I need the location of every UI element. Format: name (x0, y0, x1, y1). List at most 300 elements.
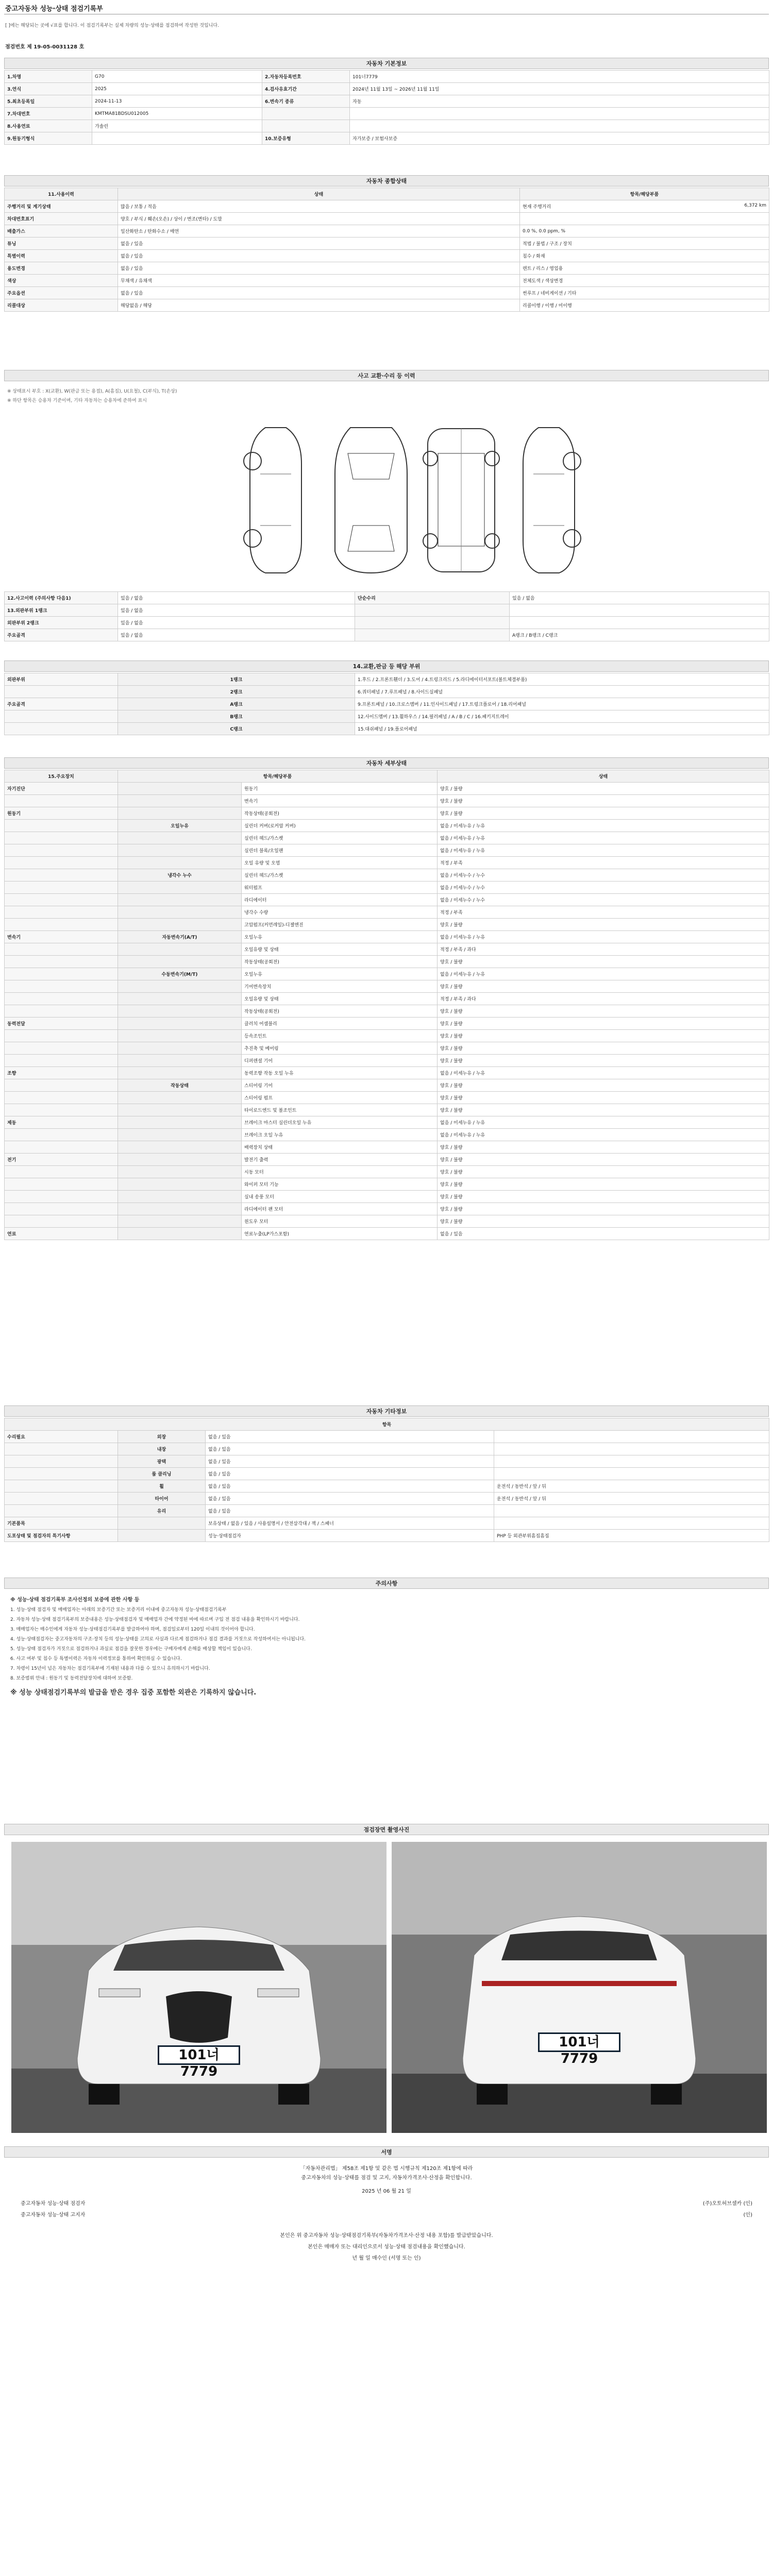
detail-item: 작동상태(공회전) (242, 956, 438, 968)
general-parts (520, 238, 769, 250)
accident-label: 12.사고이력 (주의사항 다음1) (5, 592, 118, 604)
detail-subgroup (118, 956, 242, 968)
legend-symbols: ※ 상태표시 부호 : X(교환), W(판금 또는 용접), A(흠집), U(요철), C(부식), T(손상) (7, 389, 177, 394)
detail-group (5, 832, 118, 844)
accident-label: 13.외판부위 1랭크 (5, 604, 118, 617)
table-row (5, 1129, 769, 1141)
table-row (5, 71, 769, 83)
basic-value: 가솔린 (92, 120, 262, 132)
other-info-table (4, 1418, 769, 1542)
buyer-sign: 년 월 일 매수인 (서명 또는 인) (352, 2256, 421, 2261)
table-row (5, 919, 769, 931)
detail-subgroup (118, 1178, 242, 1191)
other-group: 수리필요 (5, 1431, 118, 1443)
detail-condition: 적정 / 부족 / 과다 (438, 943, 769, 956)
table-row (5, 1215, 769, 1228)
confirm-line-2: 본인은 매매자 또는 대리인으로서 성능·상태 점검내용을 확인했습니다. (308, 2244, 465, 2250)
caution-notes (10, 1594, 763, 1699)
general-parts (520, 225, 769, 238)
table-row (5, 108, 769, 120)
detail-group (5, 1166, 118, 1178)
section-photos: 점검장면 촬영사진 (4, 1824, 769, 1835)
detail-item: 클러치 어셈블리 (242, 1018, 438, 1030)
other-state: 없음 / 있음 (206, 1505, 494, 1517)
table-row (5, 1191, 769, 1203)
frame-rank: A랭크 (118, 698, 355, 710)
table-row (5, 299, 769, 312)
general-parts (520, 262, 769, 275)
detail-condition: 없음 / 미세누수 / 누수 (438, 882, 769, 894)
basic-label: 3.연식 (5, 83, 92, 95)
detail-subgroup (118, 1005, 242, 1018)
caution-note: 8. 보증범위 안내 : 원동기 및 동력전달장치에 대하여 보증함. (10, 1676, 133, 1681)
detail-condition: 없음 / 미세누수 / 누수 (438, 869, 769, 882)
detail-item: 스티어링 펌프 (242, 1092, 438, 1104)
general-state: 없음 / 있음 (118, 287, 520, 299)
detail-condition: 양호 / 불량 (438, 1030, 769, 1042)
general-state: 많음 / 보통 / 적음 (118, 200, 520, 213)
detail-group (5, 919, 118, 931)
detail-condition: 양호 / 불량 (438, 1203, 769, 1215)
detail-group: 변속기 (5, 931, 118, 943)
table-row (5, 844, 769, 857)
other-group (5, 1480, 118, 1493)
accident-state: 있음 / 없음 (118, 629, 355, 641)
general-parts (520, 299, 769, 312)
table-row (5, 1067, 769, 1079)
detail-group (5, 956, 118, 968)
detail-subgroup (118, 882, 242, 894)
detail-item: 추진축 및 베어링 (242, 1042, 438, 1055)
detail-subgroup (118, 919, 242, 931)
table-row (5, 1141, 769, 1154)
basic-label: 8.사용연료 (5, 120, 92, 132)
other-item: 타이어 (118, 1493, 206, 1505)
detail-item: 오일유량 및 상태 (242, 993, 438, 1005)
table-row (5, 604, 769, 617)
basic-label-2 (262, 120, 350, 132)
detail-condition: 양호 / 불량 (438, 1166, 769, 1178)
detail-subgroup (118, 1228, 242, 1240)
detail-item: 라디에이터 팬 모터 (242, 1203, 438, 1215)
frame-table (4, 673, 769, 735)
other-extra (494, 1455, 769, 1468)
detail-condition: 적정 / 부족 / 과다 (438, 993, 769, 1005)
detail-item: 기어변속장치 (242, 980, 438, 993)
detail-group (5, 1191, 118, 1203)
other-item: 외장 (118, 1431, 206, 1443)
accident-state: 있음 / 없음 (118, 617, 355, 629)
table-row (5, 807, 769, 820)
detail-subgroup (118, 1166, 242, 1178)
accident-state-2 (510, 617, 769, 629)
table-row (5, 943, 769, 956)
detail-subgroup (118, 1030, 242, 1042)
detail-subgroup (118, 1042, 242, 1055)
inspector-label: 중고자동차 성능·상태 점검자 (21, 2201, 86, 2207)
table-row (5, 894, 769, 906)
detail-subgroup (118, 894, 242, 906)
other-state: 없음 / 있음 (206, 1443, 494, 1455)
detail-condition: 양호 / 불량 (438, 980, 769, 993)
detail-item: 원동기 (242, 783, 438, 795)
detail-subgroup (118, 807, 242, 820)
table-row (5, 993, 769, 1005)
table-row (5, 1018, 769, 1030)
table-row (5, 710, 769, 723)
basic-value-2: 자가보증 / 보험사보증 (350, 132, 769, 145)
table-row (5, 698, 769, 710)
general-state: 없음 / 있음 (118, 262, 520, 275)
sign-line-2: 중고자동차의 성능·상태를 점검 및 고지, 자동차가격조사·산정을 확인합니다. (301, 2175, 472, 2181)
table-row (5, 617, 769, 629)
table-row (5, 1079, 769, 1092)
accident-state: 있음 / 없음 (118, 592, 355, 604)
other-item: 휠 (118, 1480, 206, 1493)
basic-label-2: 10.보증유형 (262, 132, 350, 145)
section-replaced-parts: 14.교환,판금 등 해당 부위 (4, 660, 769, 672)
detail-subgroup (118, 943, 242, 956)
table-row (5, 262, 769, 275)
table-row (5, 1431, 769, 1443)
other-item (118, 1530, 206, 1542)
frame-rank: 1랭크 (118, 673, 355, 686)
detail-item: 발전기 출력 (242, 1154, 438, 1166)
detail-condition: 없음 / 미세누유 / 누유 (438, 1116, 769, 1129)
detail-subgroup (118, 1203, 242, 1215)
general-label: 주요옵션 (5, 287, 118, 299)
table-row (5, 592, 769, 604)
detail-group (5, 1178, 118, 1191)
other-item: 룸 클리닝 (118, 1468, 206, 1480)
caution-note: 7. 차령이 15년이 넘은 자동차는 점검기록부에 기재된 내용과 다를 수 있으니 유의하시기 바랍니다. (10, 1666, 210, 1671)
general-state-table (4, 188, 769, 312)
detail-subgroup (118, 980, 242, 993)
table-row (5, 1178, 769, 1191)
detail-subgroup (118, 1191, 242, 1203)
front-inspection-photo (11, 1842, 386, 2133)
table-row (5, 1493, 769, 1505)
detail-condition: 없음 / 미세누유 / 누유 (438, 820, 769, 832)
general-parts-text: 썬루프 / 네비게이션 / 기타 (523, 291, 577, 296)
inspector-row (21, 2199, 752, 2207)
table-row (5, 795, 769, 807)
detail-condition: 양호 / 불량 (438, 1005, 769, 1018)
other-state: 보유상태 / 없음 / 있음 / 사용설명서 / 안전삼각대 / 잭 / 스패너 (206, 1517, 494, 1530)
caution-note: 2. 자동차 성능·상태 점검기록부의 보증내용은 성능·상태점검자 및 매매업자 간에 약정된 바에 따르며 구입 전 점검 내용을 확인하시기 바랍니다. (10, 1617, 300, 1622)
sign-date: 2025 년 06 월 21 일 (362, 2189, 411, 2194)
table-row (5, 1443, 769, 1455)
detail-group (5, 993, 118, 1005)
section-caution: 주의사항 (4, 1578, 769, 1589)
other-group (5, 1455, 118, 1468)
frame-items: 9.프론트패널 / 10.크로스멤버 / 11.인사이드패널 / 17.트렁크플로어 / 18.리어패널 (355, 698, 769, 710)
table-row (5, 1030, 769, 1042)
table-row (5, 906, 769, 919)
detail-condition: 양호 / 불량 (438, 919, 769, 931)
other-extra: 운전석 / 동반석 / 앞 / 뒤 (494, 1480, 769, 1493)
table-row (5, 1203, 769, 1215)
detail-subgroup: 냉각수 누수 (118, 869, 242, 882)
detail-item: 윈도우 모터 (242, 1215, 438, 1228)
accident-label: 주요골격 (5, 629, 118, 641)
car-frame-diagram (415, 422, 508, 577)
general-parts-text: 0.0 %, 0.0 ppm, % (523, 228, 566, 234)
basic-label-2 (262, 108, 350, 120)
table-row (5, 1480, 769, 1493)
accident-state-2: 있음 / 없음 (510, 592, 769, 604)
table-row (5, 132, 769, 145)
other-state: 없음 / 있음 (206, 1468, 494, 1480)
detail-condition: 양호 / 불량 (438, 807, 769, 820)
general-label: 색상 (5, 275, 118, 287)
table-row (5, 1055, 769, 1067)
table-row (5, 213, 769, 225)
detail-subgroup (118, 1055, 242, 1067)
table-row (5, 1116, 769, 1129)
detail-group (5, 857, 118, 869)
detail-item: 브레이크 오일 누유 (242, 1129, 438, 1141)
detail-subgroup: 자동변속기(A/T) (118, 931, 242, 943)
confirm-line-1: 본인은 위 중고자동차 성능·상태점검기록부(자동차가격조사·산정 내용 포함)를 발급받았습니다. (280, 2233, 493, 2239)
accident-state-2 (510, 604, 769, 617)
detail-item: 실린더 헤드/가스켓 (242, 869, 438, 882)
table-row (5, 1005, 769, 1018)
other-group: 도포상태 및 점검자의 특기사항 (5, 1530, 118, 1542)
other-state: 없음 / 있음 (206, 1480, 494, 1493)
detail-item: 와이퍼 모터 기능 (242, 1178, 438, 1191)
general-parts (520, 213, 769, 225)
accident-state: 있음 / 없음 (118, 604, 355, 617)
table-row (5, 1468, 769, 1480)
detail-item: 워터펌프 (242, 882, 438, 894)
general-parts (520, 250, 769, 262)
detail-item: 오일누유 (242, 931, 438, 943)
detail-subgroup (118, 844, 242, 857)
basic-label-2: 6.변속기 종류 (262, 95, 350, 108)
general-label: 리콜대상 (5, 299, 118, 312)
frame-items: 12.사이드멤버 / 13.휠하우스 / 14.필러패널 / A / B / C / 16.패키지트레이 (355, 710, 769, 723)
basic-label: 7.차대번호 (5, 108, 92, 120)
detail-group: 제동 (5, 1116, 118, 1129)
section-basic-info: 자동차 기본정보 (4, 58, 769, 69)
table-row (5, 629, 769, 641)
col-parts: 항목/해당부품 (520, 188, 769, 200)
detail-subgroup (118, 783, 242, 795)
detail-item: 작동상태(공회전) (242, 1005, 438, 1018)
document-title: 중고자동차 성능·상태 점검기록부 (5, 5, 103, 13)
other-group: 기본품목 (5, 1517, 118, 1530)
other-state: 없음 / 있음 (206, 1431, 494, 1443)
general-parts-text: 렌트 / 리스 / 영업용 (523, 266, 563, 272)
detail-subgroup (118, 1116, 242, 1129)
dealer-row (21, 2210, 752, 2218)
detail-condition: 없음 / 미세누유 / 누유 (438, 832, 769, 844)
detail-subgroup (118, 1092, 242, 1104)
detail-subgroup: 오일누유 (118, 820, 242, 832)
detail-group (5, 820, 118, 832)
detail-condition: 없음 / 미세누수 / 누수 (438, 894, 769, 906)
detail-item: 실내 송풍 모터 (242, 1191, 438, 1203)
other-extra (494, 1505, 769, 1517)
detail-item: 고압펌프(커먼레일)-디젤엔진 (242, 919, 438, 931)
inspector-name: (주)오토허브셀카 (인) (702, 2201, 752, 2207)
detail-item: 냉각수 수량 (242, 906, 438, 919)
detail-item: 오일유량 및 상태 (242, 943, 438, 956)
frame-group: 외판부위 (5, 673, 118, 686)
col-main-device: 15.주요장치 (5, 770, 118, 783)
other-group (5, 1443, 118, 1455)
detail-subgroup (118, 1154, 242, 1166)
general-parts-text: 침수 / 화재 (523, 254, 545, 259)
basic-value: G70 (92, 71, 262, 83)
basic-value: KMTMA81BDSU012005 (92, 108, 262, 120)
detail-item: 오일누유 (242, 968, 438, 980)
other-extra (494, 1517, 769, 1530)
detail-item: 시동 모터 (242, 1166, 438, 1178)
general-parts (520, 287, 769, 299)
other-state: 없음 / 있음 (206, 1455, 494, 1468)
detail-item: 연료누출(LP가스포함) (242, 1228, 438, 1240)
general-label: 배출가스 (5, 225, 118, 238)
basic-value-2 (350, 120, 769, 132)
col-other-item: 항목 (5, 1418, 769, 1431)
section-general-state: 자동차 종합상태 (4, 175, 769, 187)
general-label: 튜닝 (5, 238, 118, 250)
accident-label-2 (355, 629, 510, 641)
basic-value-2: 2024년 11월 13일 ~ 2026년 11월 11일 (350, 83, 769, 95)
caution-footer: ※ 성능 상태점검기록부의 발급을 받은 경우 집중 포함한 외관은 기록하지 않습니다. (10, 1689, 257, 1697)
detail-item: 실린더 블록/오일팬 (242, 844, 438, 857)
detail-group (5, 1055, 118, 1067)
other-extra (494, 1468, 769, 1480)
detail-item: 실린더 커버(로커암 커버) (242, 820, 438, 832)
table-row (5, 225, 769, 238)
detail-group (5, 1215, 118, 1228)
table-row (5, 783, 769, 795)
other-item: 내장 (118, 1443, 206, 1455)
general-parts-text: 현재 주행거리 (523, 205, 551, 210)
section-other-info: 자동차 기타정보 (4, 1405, 769, 1417)
table-row (5, 1166, 769, 1178)
detail-condition: 양호 / 불량 (438, 783, 769, 795)
detail-subgroup (118, 1141, 242, 1154)
detail-item: 오일 유량 및 오염 (242, 857, 438, 869)
table-row (5, 95, 769, 108)
detail-group (5, 894, 118, 906)
detail-condition: 양호 / 불량 (438, 956, 769, 968)
detail-subgroup (118, 906, 242, 919)
dealer-label: 중고자동차 성능·상태 고지자 (21, 2212, 86, 2218)
detail-item: 작동상태(공회전) (242, 807, 438, 820)
front-plate: 101너 7779 (158, 2045, 240, 2065)
table-row (5, 83, 769, 95)
detail-group (5, 1203, 118, 1215)
detail-condition: 양호 / 불량 (438, 1042, 769, 1055)
table-row (5, 723, 769, 735)
caution-note: 5. 성능·상태 점검자가 거짓으로 점검하거나 과실로 점검을 잘못한 경우에는 구매자에게 손해를 배상할 책임이 있습니다. (10, 1647, 252, 1652)
detail-item: 브레이크 마스터 실린더오일 누유 (242, 1116, 438, 1129)
table-row (5, 857, 769, 869)
general-label: 특별이력 (5, 250, 118, 262)
general-parts-text: 리콜이행 / 이행 / 미이행 (523, 303, 572, 309)
detail-condition: 양호 / 불량 (438, 1215, 769, 1228)
col-condition: 상태 (438, 770, 769, 783)
car-top-front-diagram (325, 422, 417, 577)
table-row (5, 673, 769, 686)
table-row (5, 120, 769, 132)
detail-group (5, 1129, 118, 1141)
notice-text: [ ]에는 해당되는 곳에 √표를 합니다. 이 점검기록부는 실제 차량의 성능·상태를 점검하여 작성한 것입니다. (5, 23, 219, 28)
section-detail-state: 자동차 세부상태 (4, 757, 769, 769)
other-extra: 운전석 / 동반석 / 앞 / 뒤 (494, 1493, 769, 1505)
table-row (5, 869, 769, 882)
detail-condition: 양호 / 불량 (438, 1141, 769, 1154)
basic-label-2: 2.자동차등록번호 (262, 71, 350, 83)
detail-subgroup (118, 832, 242, 844)
table-row (5, 1104, 769, 1116)
detail-group (5, 1092, 118, 1104)
detail-subgroup (118, 993, 242, 1005)
detail-condition: 없음 / 미세누유 / 누유 (438, 1129, 769, 1141)
detail-condition: 양호 / 불량 (438, 1178, 769, 1191)
detail-subgroup (118, 857, 242, 869)
other-item: 광택 (118, 1455, 206, 1468)
caution-title: ※ 성능·상태 점검기록부 조사선정의 보증에 관한 사항 등 (10, 1597, 140, 1603)
accident-label-2 (355, 604, 510, 617)
basic-info-table (4, 70, 769, 145)
general-parts (520, 200, 769, 213)
basic-value (92, 132, 262, 145)
basic-value: 2024-11-13 (92, 95, 262, 108)
detail-item: 등속조인트 (242, 1030, 438, 1042)
detail-table (4, 770, 769, 1240)
basic-value-2: 101너7779 (350, 71, 769, 83)
accident-state-2: A랭크 / B랭크 / C랭크 (510, 629, 769, 641)
detail-condition: 없음 / 미세누유 / 누유 (438, 844, 769, 857)
detail-condition: 없음 / 미세누유 / 누유 (438, 1067, 769, 1079)
basic-value: 2025 (92, 83, 262, 95)
other-group (5, 1468, 118, 1480)
other-item: 유리 (118, 1505, 206, 1517)
frame-group (5, 710, 118, 723)
table-row (5, 980, 769, 993)
col-item: 항목/해당부품 (118, 770, 438, 783)
detail-subgroup (118, 795, 242, 807)
rear-inspection-photo (392, 1842, 767, 2133)
basic-label: 5.최초등록일 (5, 95, 92, 108)
detail-condition: 없음 / 있음 (438, 1228, 769, 1240)
table-row (5, 931, 769, 943)
basic-value-2 (350, 108, 769, 120)
detail-group (5, 943, 118, 956)
accident-table (4, 591, 769, 641)
frame-rank: B랭크 (118, 710, 355, 723)
table-row (5, 1228, 769, 1240)
car-right-side-diagram (502, 422, 595, 577)
detail-condition: 없음 / 미세누유 / 누유 (438, 931, 769, 943)
section-signature: 서명 (4, 2146, 769, 2158)
table-row (5, 250, 769, 262)
other-group (5, 1493, 118, 1505)
table-row (5, 1154, 769, 1166)
detail-condition: 양호 / 불량 (438, 1191, 769, 1203)
detail-item: 변속기 (242, 795, 438, 807)
detail-condition: 없음 / 미세누유 / 누유 (438, 968, 769, 980)
detail-group (5, 1030, 118, 1042)
detail-group: 조향 (5, 1067, 118, 1079)
detail-group (5, 1141, 118, 1154)
